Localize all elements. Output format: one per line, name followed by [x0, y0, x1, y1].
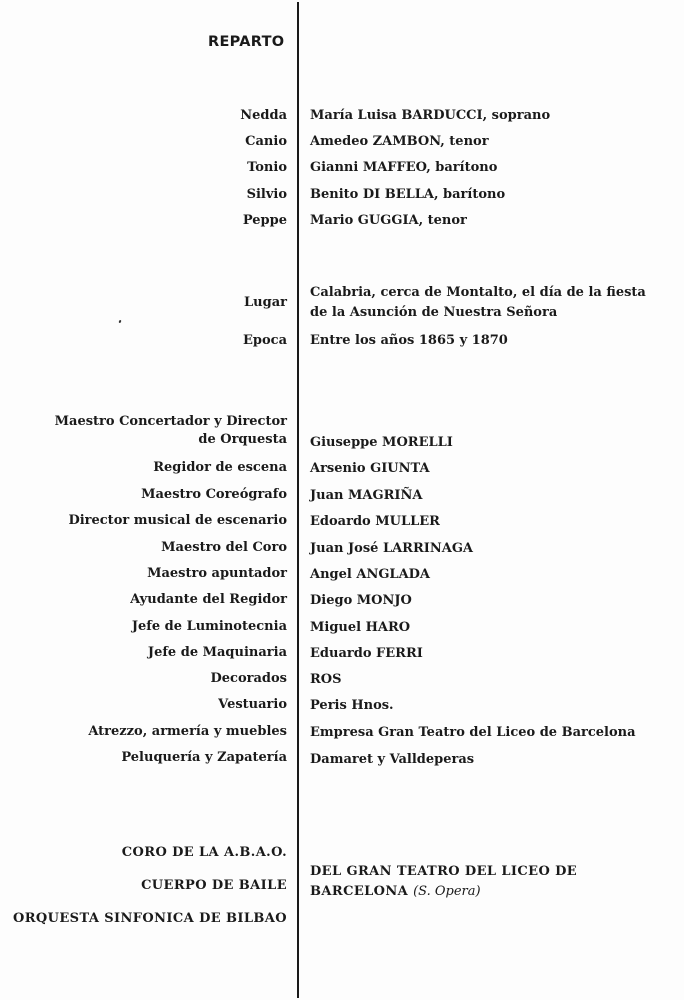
role-label: Canio: [245, 134, 287, 149]
ensemble-coro: CORO DE LA A.B.A.O.: [121, 845, 287, 860]
staff-value: Diego MONJO: [310, 593, 412, 608]
epoca-value: Entre los años 1865 y 1870: [310, 333, 508, 348]
staff-label: Decorados: [210, 671, 287, 686]
page-heading: REPARTO: [208, 34, 285, 50]
role-artist: Gianni MAFFEO, barítono: [310, 160, 498, 175]
staff-value: Edoardo MULLER: [310, 514, 440, 529]
staff-value: Angel ANGLADA: [310, 567, 431, 582]
staff-value: Juan José LARRINAGA: [310, 541, 474, 556]
ensemble-baile: CUERPO DE BAILE: [141, 878, 287, 893]
role-artist: Benito DI BELLA, barítono: [310, 187, 506, 202]
role-artist: Amedeo ZAMBON, tenor: [310, 134, 489, 149]
staff-value: Juan MAGRIÑA: [310, 488, 423, 503]
role-label: Nedda: [240, 108, 287, 123]
staff-value: ROS: [310, 672, 342, 687]
staff-value: Eduardo FERRI: [310, 646, 423, 661]
staff-label: Regidor de escena: [153, 460, 287, 475]
ensemble-orquesta: ORQUESTA SINFONICA DE BILBAO: [12, 911, 287, 926]
ensemble-source-line-1: DEL GRAN TEATRO DEL LICEO DE: [310, 864, 578, 879]
role-label: Tonio: [247, 160, 287, 175]
staff-label: Vestuario: [218, 697, 287, 712]
vertical-divider: [297, 2, 299, 998]
staff-label: Maestro Coreógrafo: [141, 487, 287, 502]
ensemble-source-line-2: [310, 884, 481, 900]
staff-label: Jefe de Maquinaria: [147, 645, 287, 660]
staff-label: Director musical de escenario: [68, 513, 287, 528]
lugar-line-2: de la Asunción de Nuestra Señora: [310, 305, 558, 320]
print-speck: [118, 320, 121, 324]
staff-value: Damaret y Valldeperas: [310, 752, 475, 767]
lugar-label: Lugar: [244, 295, 287, 310]
staff-label: Maestro apuntador: [147, 566, 287, 581]
staff-label: Jefe de Luminotecnia: [131, 619, 287, 634]
staff-value: Empresa Gran Teatro del Liceo de Barcelona: [310, 725, 636, 740]
staff-value: Giuseppe MORELLI: [310, 435, 453, 450]
ensemble-source-city: BARCELONA: [310, 884, 409, 899]
role-artist: Mario GUGGIA, tenor: [310, 213, 467, 228]
staff-label: Maestro del Coro: [161, 540, 287, 555]
staff-label: Atrezzo, armería y muebles: [88, 724, 287, 739]
staff-label: Peluquería y Zapatería: [121, 750, 287, 765]
staff-label: Ayudante del Regidor: [130, 592, 287, 607]
role-label: Peppe: [242, 213, 287, 228]
ensemble-source-note: (S. Opera): [413, 884, 481, 899]
staff-value: Peris Hnos.: [310, 698, 394, 713]
role-label: Silvio: [246, 187, 287, 202]
staff-label-line-1: Maestro Concertador y Director: [54, 414, 287, 429]
staff-value: Miguel HARO: [310, 620, 411, 635]
staff-value: Arsenio GIUNTA: [310, 461, 430, 476]
role-artist: María Luisa BARDUCCI, soprano: [310, 108, 551, 123]
epoca-label: Epoca: [242, 333, 287, 348]
staff-label-line-2: de Orquesta: [198, 432, 287, 447]
lugar-line-1: Calabria, cerca de Montalto, el día de la fiesta: [310, 285, 646, 300]
